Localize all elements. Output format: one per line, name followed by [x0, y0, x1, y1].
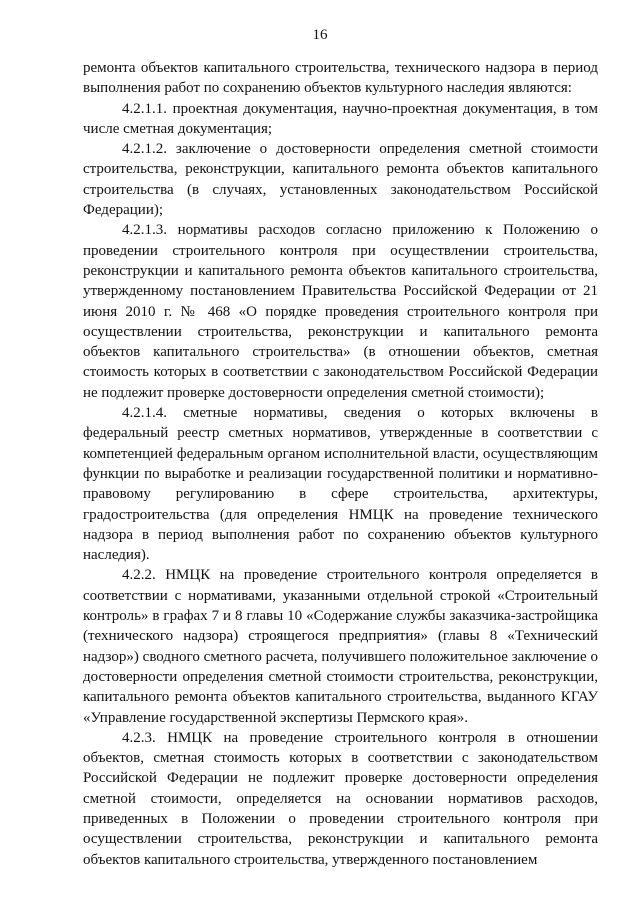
paragraph-continuation: ремонта объектов капитального строительства, технического надзора в период выполнения работ по сохранению объектов культурного наследия являются:	[83, 60, 598, 97]
paragraph-4-2-1-3: 4.2.1.3. нормативы расходов согласно приложению к Положению о проведении строительного контроля при осуществлении строительства, реконструкции и капитального ремонта объектов капитального строительства, утвержденному постановлением Правительства Российской Федерации от 21 июня 2010 г. № 468 «О порядке проведения строительного контроля при осуществлении строительства, реконструкции и капитального ремонта объектов капитального строительства» (в отношении объектов, сметная стоимость которых в соответствии с законодательством Российской Федерации не подлежит проверке достоверности определения сметной стоимости);	[83, 222, 598, 401]
paragraph-4-2-3: 4.2.3. НМЦК на проведение строительного контроля в отношении объектов, сметная стоимость которых в соответствии с законодательством Российской Федерации не подлежит проверке достоверности определения сметной стоимости, определяется на основании нормативов расходов, приведенных в Положении о проведении строительного контроля при осуществлении строительства, реконструкции и капитального ремонта объектов капитального строительства, утвержденного постановлением	[83, 729, 598, 868]
document-body	[83, 58, 598, 870]
paragraph-4-2-1-4: 4.2.1.4. сметные нормативы, сведения о которых включены в федеральный реестр сметных нормативов, утвержденные в соответствии с компетенцией федеральным органом исполнительной власти, осуществляющим функции по выработке и реализации государственной политики и нормативно-правовому регулированию в сфере строительства, архитектуры, градостроительства (для определения НМЦК на проведение технического надзора в период выполнения работ по сохранению объектов культурного наследия).	[83, 405, 598, 564]
paragraph-4-2-2: 4.2.2. НМЦК на проведение строительного контроля определяется в соответствии с нормативами, указанными отдельной строкой «Строительный контроль» в графах 7 и 8 главы 10 «Содержание службы заказчика-застройщика (технического надзора) строящегося предприятия» (главы 8 «Технический надзор») сводного сметного расчета, получившего положительное заключение о достоверности определения сметной стоимости строительства, реконструкции, капитального ремонта объектов капитального строительства, выданного КГАУ «Управление государственной экспертизы Пермского края».	[83, 567, 598, 726]
page-number: 16	[312, 27, 328, 43]
paragraph-4-2-1-1: 4.2.1.1. проектная документация, научно-проектная документация, в том числе сметная документация;	[83, 100, 598, 137]
paragraph-4-2-1-2: 4.2.1.2. заключение о достоверности определения сметной стоимости строительства, реконструкции, капитального ремонта объектов капитального строительства (в случаях, установленных законодательством Российской Федерации);	[83, 141, 598, 219]
